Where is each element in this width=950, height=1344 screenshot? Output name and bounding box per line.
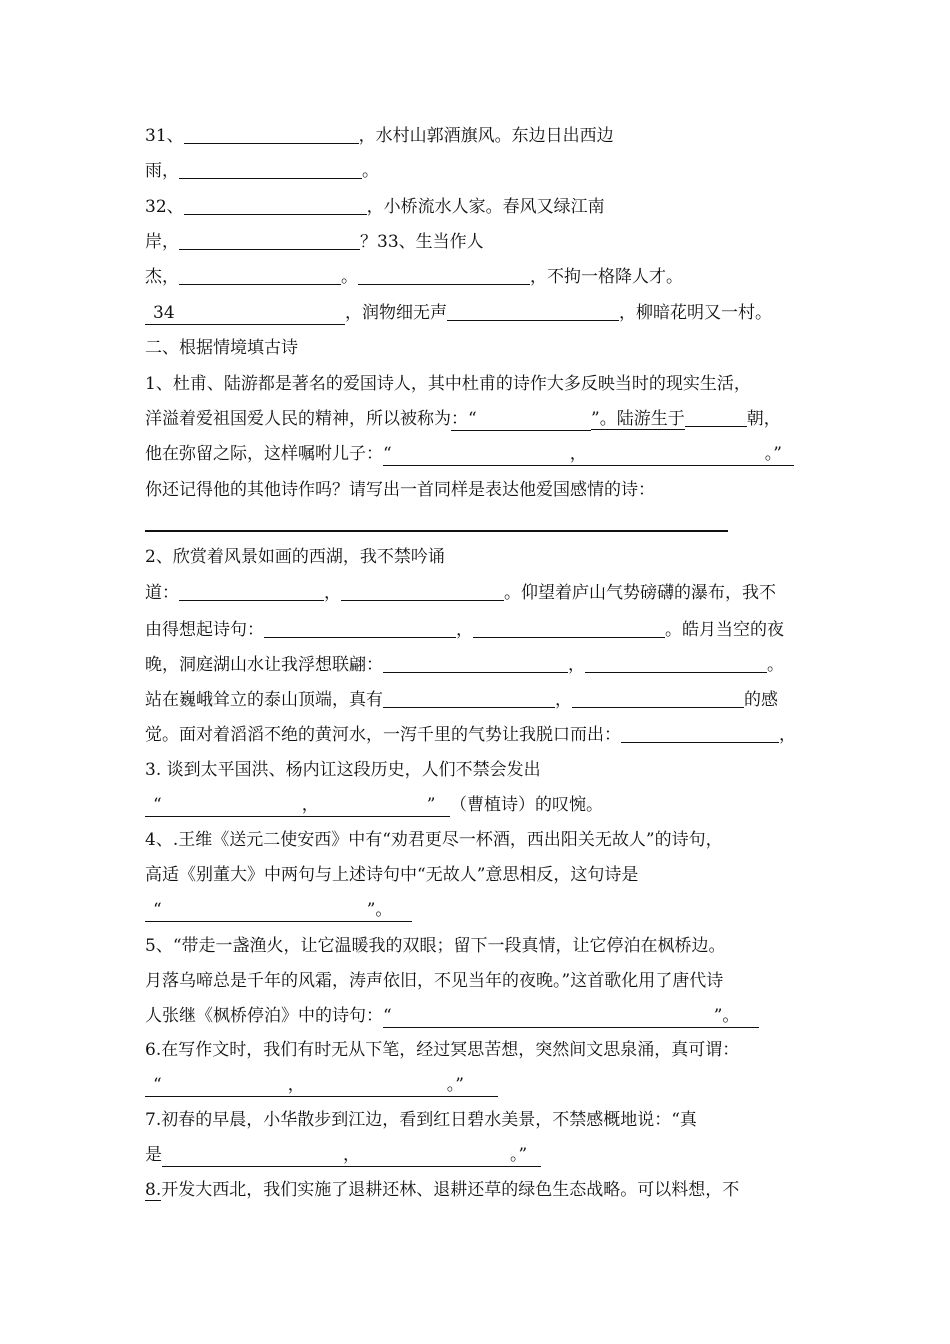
q2-line-2 [145, 582, 776, 604]
q3-line-2 [145, 794, 603, 817]
q1-answer-line[interactable] [145, 530, 728, 532]
q1-comma: ， [569, 444, 587, 464]
q1-text-3: 他在弥留之际，这样嘱咐儿子： [145, 444, 383, 464]
q33-line [145, 266, 683, 288]
q1-close-quote-2: 。” [764, 444, 782, 464]
q34-number-blank[interactable]: 34 [145, 302, 345, 325]
q7-close-quote: 。” [510, 1145, 528, 1165]
q32-text-2: 岸， [145, 232, 179, 252]
q2-blank-6[interactable] [585, 654, 767, 673]
q2-text-8: 的感 [744, 690, 778, 710]
q32-blank-2[interactable] [179, 231, 360, 250]
q2-line-4 [145, 654, 784, 676]
q4-close-quote: ”。 [366, 900, 393, 920]
q2-text-4: 由得想起诗句： [145, 620, 264, 640]
q3-blank[interactable] [145, 794, 450, 817]
q8-line [145, 1179, 739, 1201]
q2-comma-3: ， [568, 655, 585, 675]
q6-comma: ， [287, 1075, 305, 1095]
q34-text: ，润物细无声 [345, 303, 447, 323]
q1-open-quote-2: “ [383, 444, 392, 464]
q32-line-2 [145, 231, 484, 253]
q33-text-3: ，不拘一格降人才。 [530, 267, 683, 287]
q33-blank[interactable] [179, 266, 341, 285]
q34-line [145, 302, 772, 325]
q33-blank-2[interactable] [358, 266, 530, 285]
q7-comma: ， [343, 1145, 360, 1165]
q2-comma-1: ， [324, 583, 341, 603]
q2-text-7: 站在巍峨耸立的泰山顶端，真有 [145, 690, 383, 710]
q5-close-quote: ”。 [713, 1006, 740, 1026]
q2-text-6: 晚，洞庭湖山水让我浮想联翩： [145, 655, 383, 675]
q2-comma-5: ， [779, 725, 796, 745]
q31-blank-2[interactable] [179, 160, 362, 179]
q7-text-2: 是 [145, 1145, 162, 1165]
q2-period: 。 [767, 655, 784, 675]
q1-text: 1、杜甫、陆游都是著名的爱国诗人，其中杜甫的诗作大多反映当时的现实生活， [145, 374, 751, 394]
q31-text: ，水村山郭酒旗风。东边日出西边 [358, 126, 614, 146]
q6-open-quote: “ [153, 1075, 162, 1095]
q2-blank-9[interactable] [621, 724, 779, 743]
q3-close-quote: ” [426, 795, 436, 815]
q34-text-2: ，柳暗花明又一村。 [619, 303, 772, 323]
q4-open-quote: “ [153, 900, 162, 920]
q31-line [145, 125, 614, 147]
q8-text: 开发大西北，我们实施了退耕还林、退耕还草的绿色生态战略。可以料想，不 [161, 1180, 740, 1200]
q5-text-3: 人张继《枫桥停泊》中的诗句： [145, 1006, 383, 1026]
q31-number: 31、 [145, 126, 184, 146]
q2-line-3 [145, 619, 784, 641]
q2-line-6 [145, 724, 796, 746]
q1-dynasty-suffix: 朝， [746, 409, 781, 429]
q32-text: ，小桥流水人家。春风又绿江南 [366, 197, 605, 217]
q2-comma-4: ， [555, 690, 572, 710]
q3-text: 3. 谈到太平国洪、杨内讧这段历史，人们不禁会发出 [145, 760, 541, 780]
q1-line-3 [145, 443, 794, 466]
q31-end: 。 [362, 161, 379, 181]
q1-blank-poem[interactable] [383, 443, 794, 466]
q7-text: 7.初春的早晨，小华散步到江边，看到红日碧水美景，不禁感概地说：“真 [145, 1110, 697, 1130]
q2-blank-3[interactable] [264, 619, 456, 638]
section-two-heading: 二、根据情境填古诗 [145, 338, 298, 358]
q4-text: 4、.王维《送元二使安西》中有“劝君更尽一杯酒，西出阳关无故人”的诗句， [145, 830, 723, 850]
q1-line-2 [145, 408, 781, 431]
q1-text-4: 你还记得他的其他诗作吗？请写出一首同样是表达他爱国感情的诗： [145, 480, 655, 500]
q5-open-quote: “ [383, 1006, 392, 1026]
q6-line-2 [145, 1074, 498, 1097]
q32-blank[interactable] [184, 196, 367, 215]
q4-blank[interactable] [145, 899, 412, 922]
q2-blank-1[interactable] [179, 582, 324, 601]
q2-line-5 [145, 689, 778, 711]
q2-blank-7[interactable] [383, 689, 555, 708]
q33-sep: 。 [341, 267, 358, 287]
q32-number: 32、 [145, 197, 184, 217]
q2-blank-2[interactable] [341, 582, 504, 601]
q6-blank[interactable] [145, 1074, 498, 1097]
q5-text-2: 月落乌啼总是千年的风霜，涛声依旧，不见当年的夜晚。”这首歌化用了唐代诗 [145, 971, 724, 991]
q33-text: ？33、生当作人 [360, 232, 484, 252]
q4-line-3 [145, 899, 412, 922]
q1-blank-dynasty[interactable] [685, 408, 747, 427]
q5-line-3 [145, 1005, 759, 1028]
q1-blank-title[interactable] [451, 408, 591, 431]
q7-blank[interactable] [162, 1144, 541, 1167]
q4-text-2: 高适《别董大》中两句与上述诗句中“无故人”意思相反，这句诗是 [145, 865, 639, 885]
q1-open-quote: ：“ [451, 409, 477, 429]
q2-text-5: 。皓月当空的夜 [665, 620, 784, 640]
q2-blank-8[interactable] [572, 689, 744, 708]
q7-line-2 [145, 1144, 541, 1167]
q8-number: 8. [145, 1180, 162, 1200]
q3-open-quote: “ [153, 795, 162, 815]
q1-text-2: 洋溢着爱祖国爱人民的精神，所以被称为 [145, 409, 451, 429]
q5-blank[interactable] [383, 1005, 759, 1028]
q3-text-2: （曹植诗）的叹惋。 [450, 795, 603, 815]
q2-text-3: 。仰望着庐山气势磅礴的瀑布，我不 [504, 583, 776, 603]
q2-blank-5[interactable] [383, 654, 568, 673]
q33-text-2: 杰， [145, 267, 179, 287]
q2-text-9: 觉。面对着滔滔不绝的黄河水，一泻千里的气势让我脱口而出： [145, 725, 621, 745]
q2-blank-4[interactable] [473, 619, 665, 638]
q6-text: 6.在写作文时，我们有时无从下笔，经过冥思苦想，突然间文思泉涌，真可谓： [145, 1040, 740, 1060]
q34-blank-2[interactable] [447, 302, 619, 321]
q1-close-quote: ”。陆游生于 [591, 409, 685, 429]
q2-text: 2、欣赏着风景如画的西湖，我不禁吟诵 [145, 547, 445, 567]
q2-text-2: 道： [145, 583, 179, 603]
q2-comma-2: ， [456, 620, 473, 640]
q31-text-2: 雨， [145, 161, 179, 181]
q31-blank[interactable] [184, 125, 359, 144]
q5-text: 5、“带走一盏渔火，让它温暖我的双眼；留下一段真情，让它停泊在枫桥边。 [145, 936, 726, 956]
q6-close-quote: 。” [446, 1075, 464, 1095]
q3-comma: ， [301, 795, 319, 815]
q32-line [145, 196, 605, 218]
q31-line-2 [145, 160, 379, 182]
